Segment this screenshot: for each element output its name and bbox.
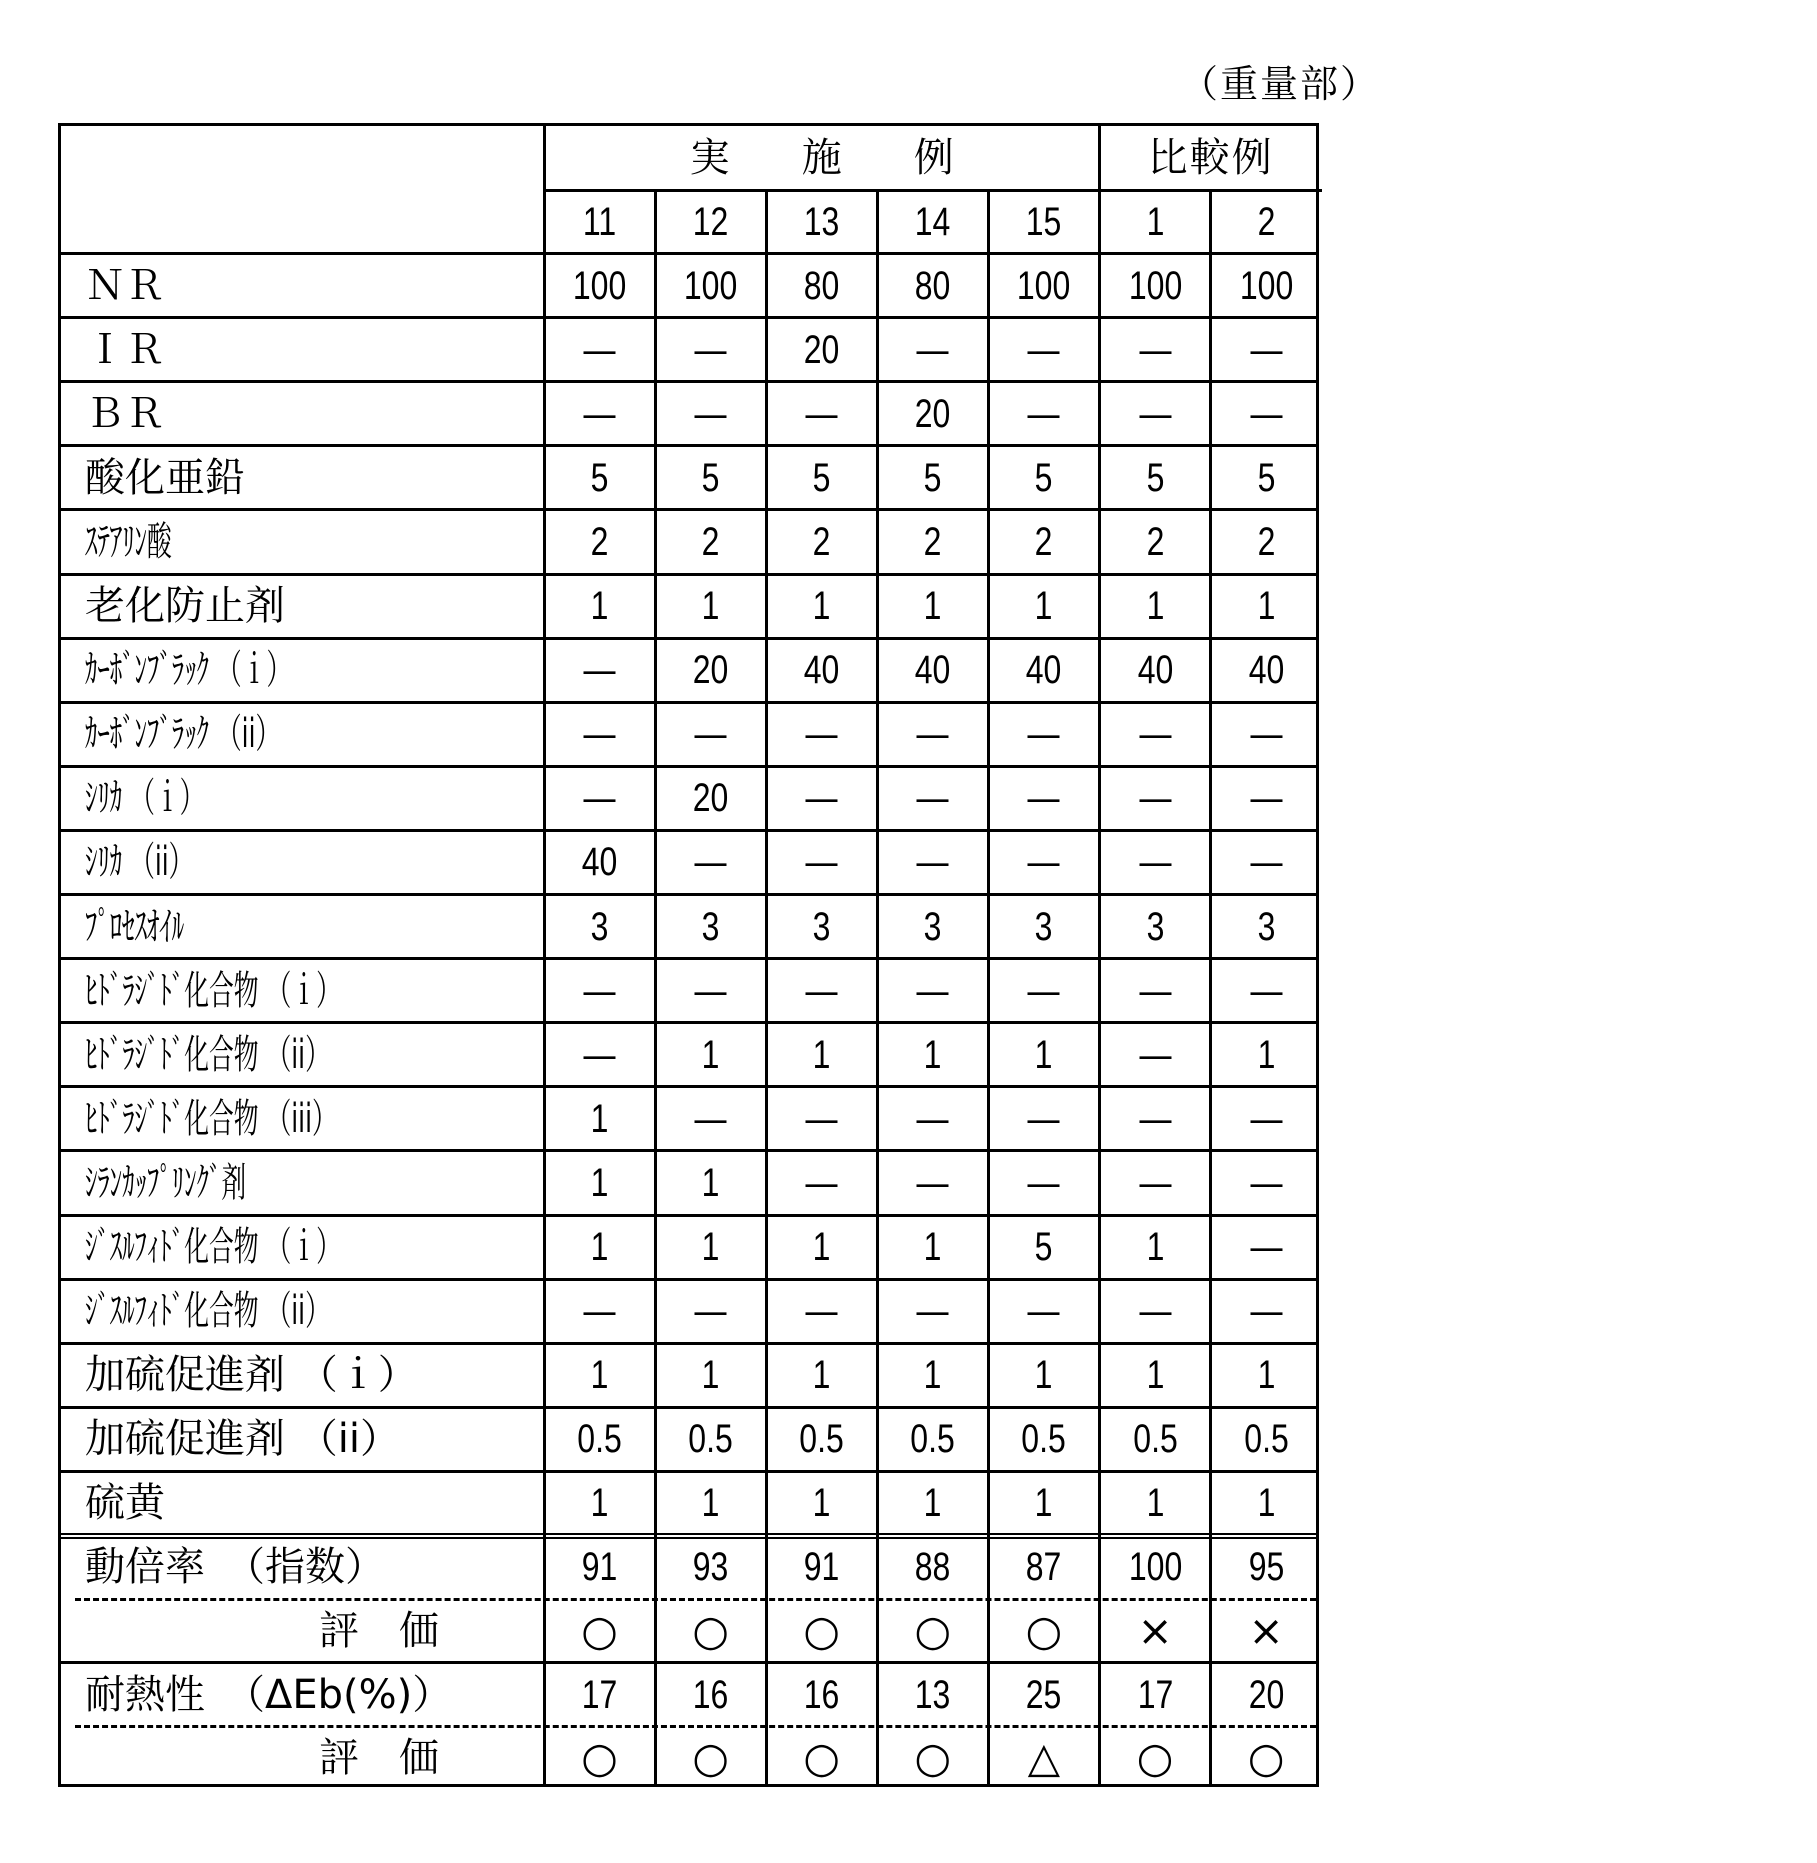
table-cell: — — [583, 648, 616, 693]
row-label-text: ﾋﾄﾞﾗｼﾞﾄﾞ化合物 （iii） — [85, 1095, 337, 1142]
row-label — [61, 702, 544, 766]
row-label-text: ｼﾘｶ （ｉ） — [85, 775, 205, 822]
evaluation-symbol: ○ — [803, 1605, 841, 1655]
table-cell: 0.5 — [577, 1417, 622, 1462]
row-label-text: ﾋﾄﾞﾗｼﾞﾄﾞ化合物 （ii） — [85, 1031, 330, 1078]
table-cell: 3 — [701, 904, 720, 949]
table-cell: 2 — [1035, 519, 1053, 564]
table-cell: 20 — [692, 648, 729, 693]
table-cell: 1 — [701, 584, 720, 629]
table-cell: 1 — [1257, 1032, 1276, 1077]
row-label-text: ｼﾗﾝｶｯﾌﾟﾘﾝｸﾞ剤 — [85, 1159, 247, 1206]
row-label-text: 加硫促進剤 （ii） — [85, 1416, 400, 1463]
table-cell: 5 — [1257, 455, 1276, 500]
table-cell: — — [1250, 1225, 1283, 1270]
table-cell: — — [1139, 840, 1172, 885]
table-cell: 2 — [923, 519, 942, 564]
table-cell: 5 — [923, 455, 942, 500]
table-cell: 40 — [581, 840, 618, 885]
table-cell: 1 — [812, 1032, 831, 1077]
table-cell: 1 — [812, 1353, 831, 1398]
table-cell: 1 — [701, 1353, 720, 1398]
result-value: 95 — [1248, 1545, 1284, 1590]
table-cell: — — [916, 776, 949, 821]
table-cell: — — [583, 327, 616, 372]
table-cell: 3 — [1257, 904, 1276, 949]
header-group-comparative: 比較例 — [1147, 135, 1274, 181]
table-cell: 1 — [1146, 584, 1164, 629]
table-cell: — — [805, 776, 838, 821]
evaluation-symbol: ○ — [692, 1605, 729, 1655]
table-cell: — — [1027, 968, 1060, 1013]
table-cell: — — [583, 712, 616, 757]
table-cell: 20 — [915, 391, 951, 436]
table-cell: — — [694, 968, 727, 1013]
table-cell: 40 — [915, 648, 951, 693]
table-cell: — — [694, 1096, 727, 1141]
table-cell: — — [694, 391, 727, 436]
table-cell: 1 — [701, 1481, 720, 1526]
result-value: 100 — [1128, 1545, 1182, 1590]
table-cell: — — [916, 1289, 949, 1334]
table-cell: 100 — [1239, 263, 1293, 308]
row-label — [61, 1279, 544, 1343]
table-cell: 1 — [1257, 1353, 1276, 1398]
divider — [543, 126, 546, 1784]
result-value: 91 — [581, 1545, 618, 1590]
result-value: 25 — [1026, 1672, 1062, 1717]
table-cell: 100 — [1128, 263, 1182, 308]
table-cell: 2 — [1257, 519, 1276, 564]
row-label — [61, 895, 544, 959]
row-label — [61, 1407, 544, 1471]
table-cell: — — [1139, 968, 1172, 1013]
row-label — [61, 318, 544, 382]
table-cell: 40 — [1137, 648, 1173, 693]
row-label — [61, 446, 544, 510]
table-cell: — — [1027, 1289, 1060, 1334]
header-column-number: 11 — [582, 199, 617, 244]
table-cell: 1 — [923, 584, 942, 629]
table-cell: — — [1027, 712, 1060, 757]
table-cell: 80 — [803, 263, 840, 308]
table-cell: — — [583, 1289, 616, 1334]
table-cell: — — [1139, 327, 1172, 372]
row-label — [61, 1023, 544, 1087]
row-label-text: 加硫促進剤 （ｉ） — [85, 1352, 418, 1399]
table-cell: 1 — [701, 1160, 720, 1205]
table-cell: — — [1250, 776, 1283, 821]
table-cell: 1 — [1035, 584, 1053, 629]
table-cell: 2 — [701, 519, 720, 564]
divider — [987, 190, 990, 1784]
table-cell: 100 — [1017, 263, 1071, 308]
result-value: 87 — [1026, 1545, 1062, 1590]
table-cell: 1 — [923, 1353, 942, 1398]
row-label-text: 酸化亜鉛 — [85, 454, 245, 501]
table-cell: — — [1139, 391, 1172, 436]
header-column-number: 14 — [915, 199, 951, 244]
table-cell: 80 — [915, 263, 951, 308]
table-cell: 3 — [590, 904, 609, 949]
dashed-divider — [75, 1598, 1316, 1601]
row-label — [61, 766, 544, 830]
table-cell: 20 — [692, 776, 729, 821]
row-label-text: 硫黄 — [85, 1480, 165, 1527]
evaluation-label: 評価 — [319, 1607, 479, 1654]
table-cell: 1 — [812, 1481, 831, 1526]
table-cell: 5 — [590, 455, 609, 500]
table-cell: 100 — [572, 263, 627, 308]
evaluation-symbol: ○ — [581, 1605, 618, 1655]
table-cell: — — [1139, 776, 1172, 821]
table-cell: — — [1250, 1160, 1283, 1205]
result-value: 16 — [803, 1672, 840, 1717]
table-cell: 100 — [683, 263, 738, 308]
table-cell: — — [1139, 1289, 1172, 1334]
table-cell: 1 — [812, 584, 831, 629]
table-cell: — — [805, 968, 838, 1013]
table-cell: 0.5 — [1243, 1417, 1289, 1462]
table-cell: — — [1250, 1289, 1283, 1334]
table-cell: — — [916, 327, 949, 372]
header-column-number: 15 — [1026, 199, 1062, 244]
row-label — [61, 638, 544, 702]
table-cell: — — [1027, 1160, 1060, 1205]
row-label — [61, 382, 544, 446]
evaluation-symbol: × — [1248, 1605, 1284, 1655]
row-label — [61, 510, 544, 574]
table-cell: 1 — [923, 1481, 942, 1526]
table-cell: 0.5 — [688, 1417, 733, 1462]
table-cell: 3 — [1146, 904, 1164, 949]
row-label — [61, 1343, 544, 1407]
table-cell: — — [1027, 776, 1060, 821]
row-label-text: ｶｰﾎﾞﾝﾌﾞﾗｯｸ （ii） — [85, 711, 281, 758]
result-value: 88 — [915, 1545, 951, 1590]
divider — [876, 190, 879, 1784]
evaluation-symbol: ○ — [1025, 1605, 1063, 1655]
result-value: 13 — [915, 1672, 951, 1717]
evaluation-symbol: ○ — [914, 1733, 952, 1783]
row-label-text: ﾌﾟﾛｾｽｵｲﾙ — [85, 903, 185, 950]
row-label-text: ＢＲ — [85, 390, 165, 437]
evaluation-label: 評価 — [319, 1735, 479, 1782]
evaluation-symbol: ○ — [1136, 1733, 1174, 1783]
table-cell: 1 — [923, 1032, 942, 1077]
table-cell: 1 — [590, 1160, 609, 1205]
table-cell: 40 — [803, 648, 840, 693]
table-cell: — — [916, 1160, 949, 1205]
table-cell: 0.5 — [799, 1417, 844, 1462]
row-label — [61, 1215, 544, 1279]
table-cell: 3 — [923, 904, 942, 949]
evaluation-symbol: ○ — [803, 1733, 841, 1783]
result-label: 動倍率 （指数） — [85, 1544, 385, 1591]
table-cell: 0.5 — [1021, 1417, 1067, 1462]
table-cell: 1 — [701, 1032, 720, 1077]
table-cell: — — [1139, 1032, 1172, 1077]
table-cell: — — [1139, 1096, 1172, 1141]
result-value: 91 — [803, 1545, 840, 1590]
table-cell: — — [916, 1096, 949, 1141]
table-cell: 1 — [701, 1225, 720, 1270]
table-cell: 1 — [1146, 1225, 1164, 1270]
table-cell: — — [1027, 391, 1060, 436]
row-label — [61, 574, 544, 638]
evaluation-symbol: ○ — [692, 1733, 729, 1783]
table-cell: — — [583, 776, 616, 821]
result-value: 20 — [1248, 1672, 1284, 1717]
row-label-text: ｶｰﾎﾞﾝﾌﾞﾗｯｸ （ｉ） — [85, 647, 292, 694]
header-column-number: 1 — [1146, 199, 1164, 244]
dashed-divider — [75, 1725, 1316, 1728]
row-label-text: ﾋﾄﾞﾗｼﾞﾄﾞ化合物 （ｉ） — [85, 967, 341, 1014]
divider — [1098, 126, 1101, 1784]
result-value: 16 — [692, 1672, 729, 1717]
table-cell: 1 — [1257, 584, 1276, 629]
table-cell: — — [1250, 840, 1283, 885]
row-label — [61, 959, 544, 1023]
table-cell: 1 — [590, 1353, 609, 1398]
table-cell: 1 — [812, 1225, 831, 1270]
table-cell: — — [1250, 391, 1283, 436]
row-label-text: ｼﾞｽﾙﾌｨﾄﾞ化合物 （ii） — [85, 1288, 330, 1335]
evaluation-symbol: ○ — [581, 1733, 618, 1783]
header-column-number: 2 — [1257, 199, 1276, 244]
table-cell: — — [694, 840, 727, 885]
table-cell: 5 — [1146, 455, 1164, 500]
table-cell: — — [805, 1289, 838, 1334]
table-cell: 5 — [701, 455, 720, 500]
header-column-number: 13 — [803, 199, 840, 244]
table-cell: 1 — [923, 1225, 942, 1270]
table-cell: — — [583, 1032, 616, 1077]
table-cell: — — [694, 712, 727, 757]
row-label — [61, 830, 544, 894]
table-cell: 1 — [590, 1225, 609, 1270]
table-cell: — — [694, 327, 727, 372]
header-group-examples: 実施例 — [689, 135, 1026, 181]
table-cell: — — [1139, 1160, 1172, 1205]
table-cell: — — [805, 840, 838, 885]
row-label-text: ｼﾘｶ （ii） — [85, 839, 194, 886]
table-cell: 2 — [590, 519, 609, 564]
table-cell: 1 — [590, 584, 609, 629]
table-cell: 20 — [803, 327, 840, 372]
row-label-text: ｽﾃｱﾘﾝ酸 — [85, 518, 172, 565]
row-label — [61, 254, 544, 318]
table-cell: — — [1139, 712, 1172, 757]
row-label — [61, 1087, 544, 1151]
table-cell: 40 — [1248, 648, 1284, 693]
table-cell: — — [805, 1160, 838, 1205]
table-cell: — — [1250, 327, 1283, 372]
table-cell: — — [1250, 1096, 1283, 1141]
table-cell: — — [1250, 712, 1283, 757]
table-cell: — — [916, 968, 949, 1013]
table-cell: 1 — [590, 1481, 609, 1526]
table-cell: 0.5 — [910, 1417, 956, 1462]
header-column-number: 12 — [692, 199, 729, 244]
table-cell: 2 — [812, 519, 831, 564]
result-value: 17 — [1137, 1672, 1173, 1717]
row-label — [61, 1471, 544, 1535]
evaluation-symbol: △ — [1027, 1733, 1061, 1783]
evaluation-symbol: ○ — [1247, 1733, 1285, 1783]
row-label-text: ＩＲ — [85, 326, 165, 373]
table-cell: 5 — [812, 455, 831, 500]
table-cell: — — [805, 712, 838, 757]
formulation-table — [58, 123, 1319, 1787]
table-cell: 0.5 — [1132, 1417, 1178, 1462]
divider — [544, 189, 1322, 192]
divider — [765, 190, 768, 1784]
table-cell: — — [1250, 968, 1283, 1013]
table-cell: 40 — [1026, 648, 1062, 693]
row-label — [61, 1151, 544, 1215]
row-label-text: 老化防止剤 — [85, 583, 285, 630]
unit-label: （重量部） — [1180, 62, 1381, 106]
table-cell: 1 — [1035, 1353, 1053, 1398]
table-cell: 1 — [1035, 1032, 1053, 1077]
table-cell: 3 — [812, 904, 831, 949]
evaluation-symbol: ○ — [914, 1605, 952, 1655]
divider — [1209, 190, 1212, 1784]
table-cell: — — [1027, 1096, 1060, 1141]
row-label-text: ＮＲ — [85, 262, 165, 309]
table-cell: — — [805, 391, 838, 436]
table-cell: — — [694, 1289, 727, 1334]
table-cell: — — [583, 391, 616, 436]
table-cell: 1 — [1035, 1481, 1053, 1526]
table-cell: — — [583, 968, 616, 1013]
table-cell: 1 — [1257, 1481, 1276, 1526]
table-cell: — — [1027, 327, 1060, 372]
result-value: 17 — [581, 1672, 618, 1717]
table-cell: 5 — [1035, 455, 1053, 500]
row-label-text: ｼﾞｽﾙﾌｨﾄﾞ化合物 （ｉ） — [85, 1224, 341, 1271]
table-cell: — — [805, 1096, 838, 1141]
evaluation-symbol: × — [1137, 1605, 1173, 1655]
table-cell: 1 — [1146, 1353, 1164, 1398]
result-value: 93 — [692, 1545, 729, 1590]
table-cell: — — [1027, 840, 1060, 885]
table-cell: — — [916, 840, 949, 885]
table-cell: 1 — [590, 1096, 609, 1141]
result-label: 耐熱性 （ΔEb(%)） — [85, 1671, 453, 1718]
table-cell: 5 — [1035, 1225, 1053, 1270]
table-cell: 2 — [1146, 519, 1164, 564]
table-cell: — — [916, 712, 949, 757]
divider — [654, 190, 657, 1784]
table-cell: 1 — [1146, 1481, 1164, 1526]
table-cell: 3 — [1035, 904, 1053, 949]
